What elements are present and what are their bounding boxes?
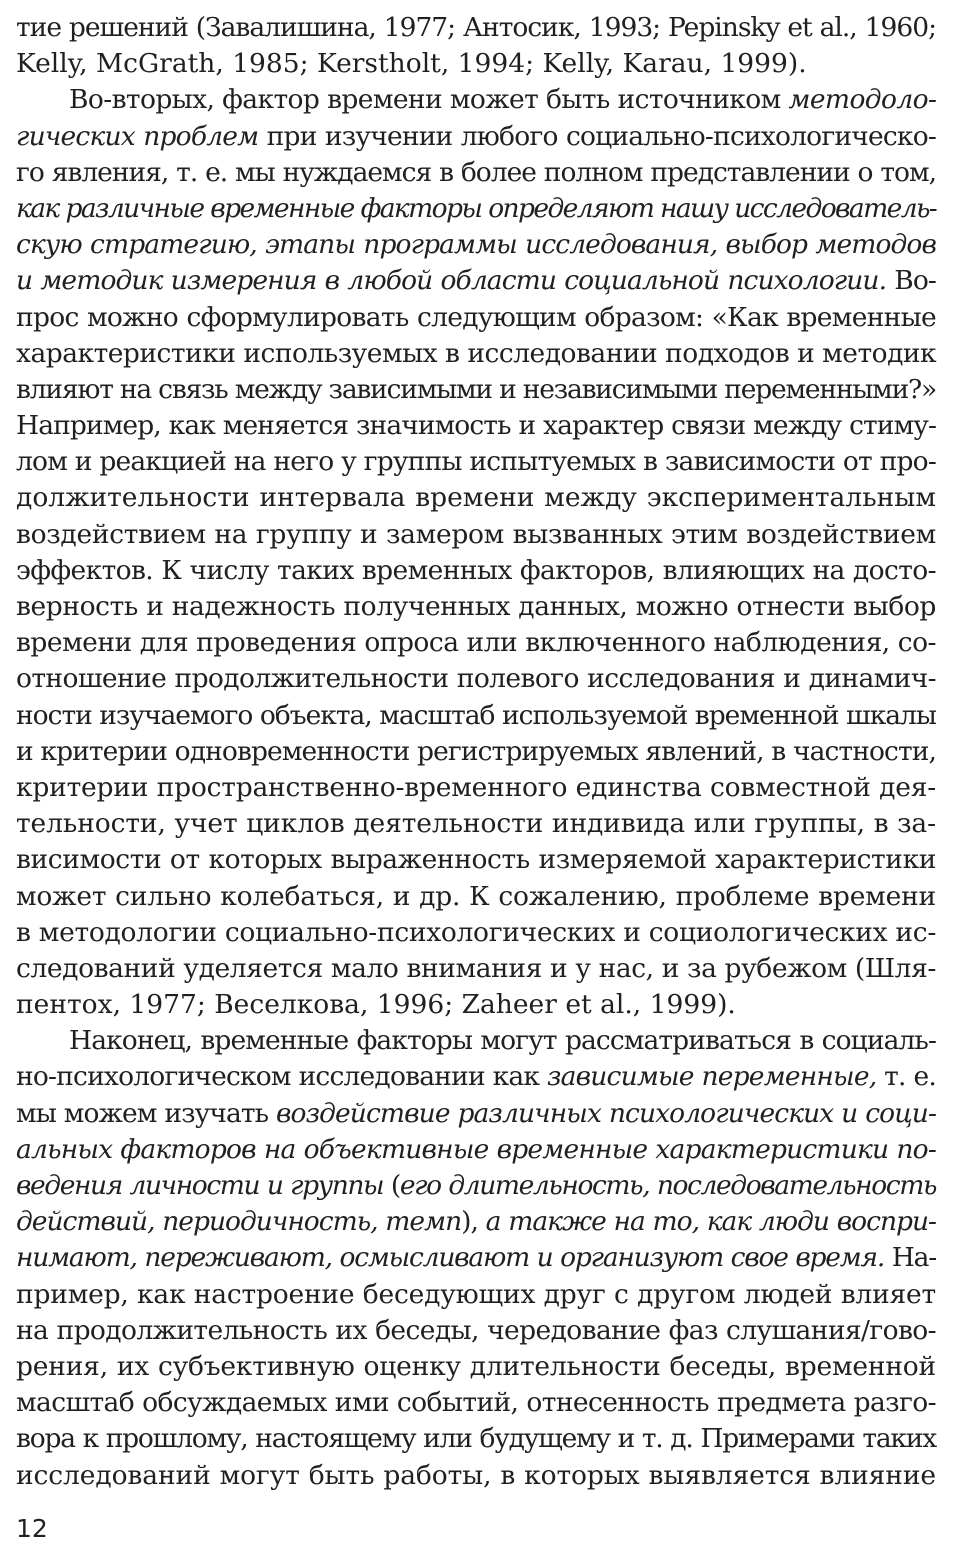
- text-segment: должительности интервала времени между экспериментальным: [16, 482, 936, 514]
- italic-text: а также на то, как люди воспри-: [485, 1206, 936, 1238]
- text-segment: Во-: [886, 265, 936, 297]
- text-segment: ),: [461, 1206, 486, 1238]
- text-segment: (: [383, 1170, 400, 1201]
- text-segment: характеристики используемых в исследовании подходов и методик: [16, 337, 937, 369]
- body-text: [16, 10, 936, 1494]
- italic-text: как различные временные факторы определяют нашу исследователь-: [16, 192, 937, 224]
- text-line: [16, 1277, 936, 1313]
- text-line: [16, 10, 936, 46]
- text-segment: лом и реакцией на него у группы испытуемых в зависимости от про-: [16, 446, 936, 478]
- text-line: [16, 1059, 936, 1095]
- text-line: [16, 1132, 936, 1168]
- text-line: [16, 263, 936, 299]
- italic-text: действий, периодичность, темп: [16, 1206, 462, 1238]
- text-line: [16, 770, 936, 806]
- text-segment: Например, как меняется значимость и характер связи между стиму-: [16, 410, 936, 442]
- text-line: [16, 589, 936, 625]
- text-segment: тие решений (Завалишина, 1977; Антосик, 1993; Pepinsky et al., 1960;: [16, 12, 936, 43]
- text-line: [16, 336, 936, 372]
- italic-text: альных факторов на объективные временные характеристики по-: [16, 1133, 936, 1165]
- text-segment: но-психологическом исследовании как: [16, 1061, 547, 1093]
- italic-text: и методик измерения в любой области социальной психологии.: [16, 265, 887, 297]
- italic-text: воздействие различных психологических и соци-: [276, 1097, 936, 1129]
- text-line: [16, 1096, 936, 1132]
- text-line: [16, 915, 936, 951]
- text-segment: прос можно сформулировать следующим образом: «Как временные: [16, 301, 936, 333]
- text-line: [16, 625, 936, 661]
- paragraph-first-line: [16, 1023, 936, 1059]
- text-segment: при изучении любого социально-психологическо-: [258, 120, 936, 152]
- text-segment: на продолжительность их беседы, чередование фаз слушания/гово-: [16, 1314, 936, 1346]
- text-segment: времени для проведения опроса или включенного наблюдения, со-: [16, 627, 936, 659]
- text-line: [16, 1168, 936, 1204]
- text-segment: го явления, т. е. мы нуждаемся в более полном представлении о том,: [16, 156, 936, 188]
- text-line: [16, 1349, 936, 1385]
- text-segment: т. е.: [876, 1061, 936, 1093]
- text-line: [16, 661, 936, 697]
- text-segment: ности изучаемого объекта, масштаб используемой временной шкалы: [16, 699, 936, 731]
- text-line: [16, 408, 936, 444]
- text-segment: мы можем изучать: [16, 1097, 276, 1129]
- text-segment: вора к прошлому, настоящему или будущему и т. д. Примерами таких: [16, 1423, 936, 1455]
- text-segment: пример, как настроение беседующих друг с другом людей влияет: [16, 1278, 936, 1310]
- text-line: [16, 1313, 936, 1349]
- text-line: [16, 806, 936, 842]
- text-segment: На-: [884, 1242, 936, 1274]
- italic-text: методоло-: [788, 84, 937, 116]
- text-line: [16, 1204, 936, 1240]
- text-line: [16, 119, 936, 155]
- text-segment: может сильно колебаться, и др. К сожалению, проблеме времени: [16, 880, 936, 912]
- text-line: [16, 46, 936, 82]
- text-segment: рения, их субъективную оценку длительности беседы, временной: [16, 1350, 936, 1382]
- page-number: 12: [16, 1514, 48, 1543]
- text-line: [16, 444, 936, 480]
- text-segment: висимости от которых выраженность измеряемой характеристики: [16, 844, 936, 876]
- text-segment: Наконец, временные факторы могут рассматриваться в социаль-: [69, 1025, 936, 1057]
- text-line: [16, 191, 936, 227]
- text-segment: критерии пространственно-временного единства совместной дея-: [16, 771, 936, 803]
- italic-text: гических проблем: [16, 120, 259, 152]
- text-segment: эффектов. К числу таких временных факторов, влияющих на досто-: [16, 554, 936, 586]
- text-segment: Во-вторых, фактор времени может быть источником: [69, 84, 789, 116]
- text-segment: в методологии социально-психологических и социологических ис-: [16, 916, 936, 948]
- paragraph-first-line: [16, 82, 936, 118]
- text-segment: верность и надежность полученных данных, можно отнести выбор: [16, 591, 936, 622]
- text-line: [16, 227, 936, 263]
- text-segment: воздействием на группу и замером вызванных этим воздействием: [16, 518, 936, 550]
- text-line: [16, 879, 936, 915]
- text-line: [16, 300, 936, 336]
- text-segment: пентох, 1977; Веселкова, 1996; Zaheer et al., 1999).: [16, 989, 736, 1021]
- text-line: [16, 1421, 936, 1457]
- text-line: [16, 480, 936, 516]
- text-line: [16, 553, 936, 589]
- text-line: [16, 1240, 936, 1276]
- text-line: [16, 372, 936, 408]
- italic-text: его длительность, последовательность: [399, 1170, 936, 1201]
- text-line: [16, 1385, 936, 1421]
- text-segment: масштаб обсуждаемых ими событий, отнесенность предмета разго-: [16, 1387, 936, 1419]
- text-line: [16, 1458, 936, 1494]
- italic-text: ведения личности и группы: [16, 1170, 384, 1201]
- text-segment: исследований могут быть работы, в которых выявляется влияние: [16, 1459, 936, 1491]
- text-segment: следований уделяется мало внимания и у нас, и за рубежом (Шля-: [16, 952, 936, 984]
- text-segment: отношение продолжительности полевого исследования и динамич-: [16, 663, 936, 695]
- text-line: [16, 155, 936, 191]
- text-segment: тельности, учет циклов деятельности индивида или группы, в за-: [16, 808, 936, 840]
- text-segment: Kelly, McGrath, 1985; Kerstholt, 1994; Kelly, Karau, 1999).: [16, 48, 807, 80]
- text-segment: влияют на связь между зависимыми и независимыми переменными?»: [16, 373, 937, 405]
- text-line: [16, 842, 936, 878]
- text-line: [16, 698, 936, 734]
- italic-text: скую стратегию, этапы программы исследования, выбор методов: [16, 229, 936, 261]
- text-line: [16, 951, 936, 987]
- text-segment: и критерии одновременности регистрируемых явлений, в частности,: [16, 735, 936, 767]
- italic-text: зависимые переменные,: [546, 1061, 877, 1093]
- text-line: [16, 987, 936, 1023]
- text-line: [16, 734, 936, 770]
- text-line: [16, 517, 936, 553]
- italic-text: нимают, переживают, осмысливают и организуют свое время.: [16, 1242, 885, 1274]
